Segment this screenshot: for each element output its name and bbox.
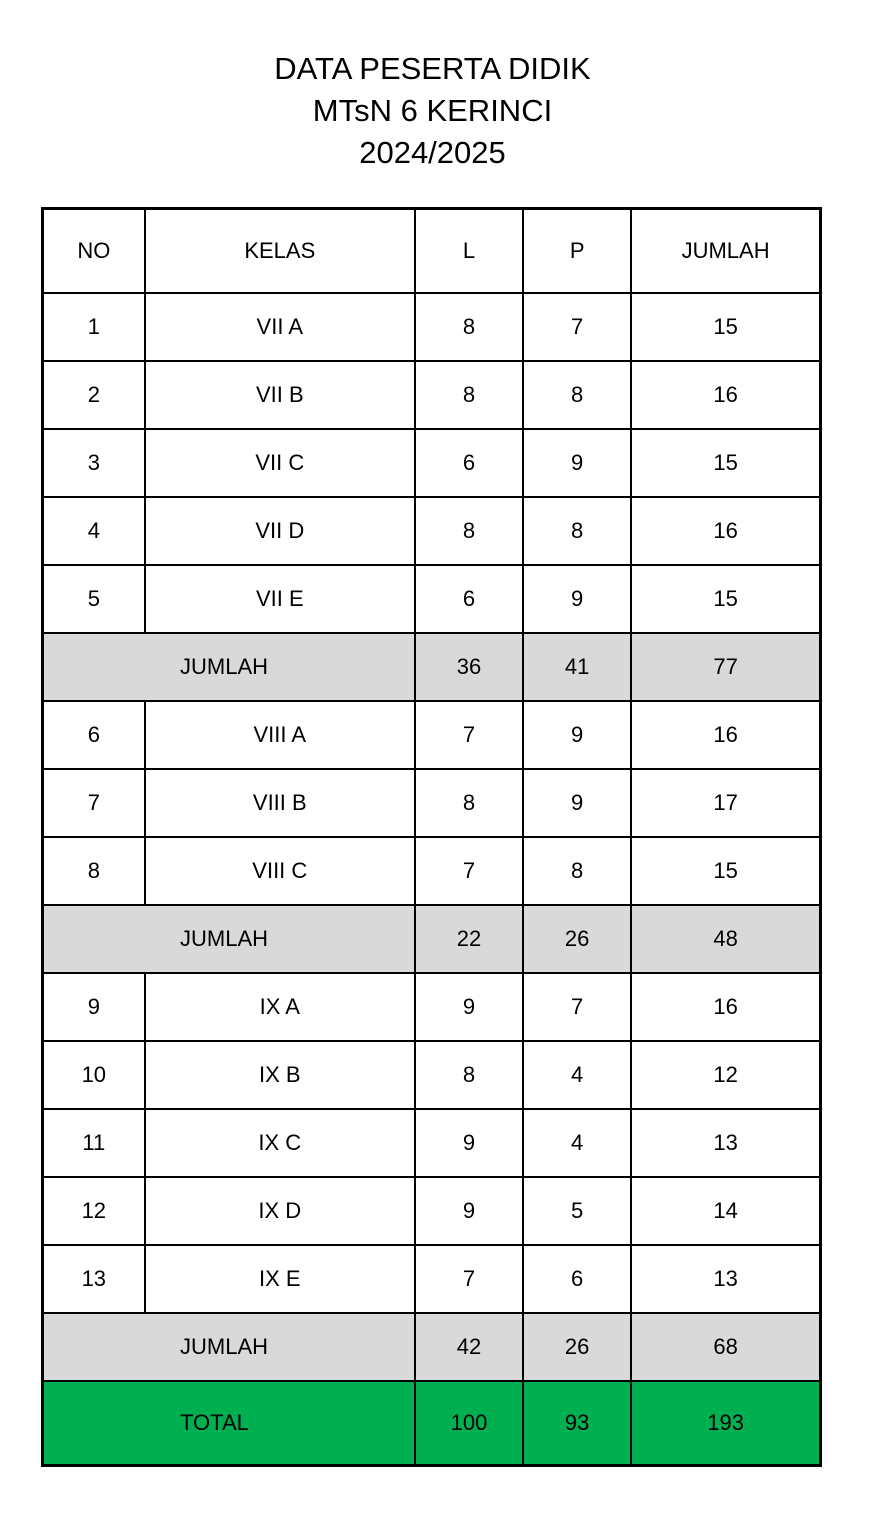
cell-p: 8 (523, 497, 631, 565)
cell-jumlah: 15 (631, 293, 820, 361)
cell-no: 10 (43, 1041, 145, 1109)
cell-l: 9 (415, 973, 523, 1041)
cell-p: 9 (523, 429, 631, 497)
cell-p: 8 (523, 837, 631, 905)
subtotal-row (43, 1313, 821, 1381)
cell-p: 8 (523, 361, 631, 429)
subtotal-label: JUMLAH (43, 633, 415, 701)
table-row (43, 973, 821, 1041)
cell-kelas: VIII B (145, 769, 415, 837)
subtotal-p: 26 (523, 905, 631, 973)
subtotal-l: 36 (415, 633, 523, 701)
cell-kelas: VII D (145, 497, 415, 565)
cell-kelas: IX B (145, 1041, 415, 1109)
total-p: 93 (523, 1381, 631, 1466)
subtotal-jumlah: 68 (631, 1313, 820, 1381)
cell-no: 5 (43, 565, 145, 633)
cell-p: 7 (523, 973, 631, 1041)
title-line-2: MTsN 6 KERINCI (312, 93, 553, 128)
cell-jumlah: 16 (631, 701, 820, 769)
subtotal-l: 22 (415, 905, 523, 973)
cell-l: 6 (415, 565, 523, 633)
subtotal-jumlah: 48 (631, 905, 820, 973)
cell-jumlah: 12 (631, 1041, 820, 1109)
cell-l: 8 (415, 293, 523, 361)
cell-jumlah: 13 (631, 1245, 820, 1313)
table-header-row (43, 209, 821, 294)
subtotal-row (43, 905, 821, 973)
cell-no: 12 (43, 1177, 145, 1245)
cell-kelas: IX A (145, 973, 415, 1041)
cell-l: 9 (415, 1177, 523, 1245)
subtotal-label: JUMLAH (43, 905, 415, 973)
table-row (43, 1245, 821, 1313)
table-row (43, 837, 821, 905)
cell-no: 2 (43, 361, 145, 429)
cell-p: 6 (523, 1245, 631, 1313)
column-header-l: L (415, 209, 523, 294)
cell-no: 1 (43, 293, 145, 361)
cell-jumlah: 15 (631, 565, 820, 633)
cell-p: 9 (523, 565, 631, 633)
cell-kelas: IX D (145, 1177, 415, 1245)
cell-p: 5 (523, 1177, 631, 1245)
cell-no: 4 (43, 497, 145, 565)
cell-jumlah: 15 (631, 429, 820, 497)
cell-kelas: VII A (145, 293, 415, 361)
cell-no: 11 (43, 1109, 145, 1177)
column-header-p: P (523, 209, 631, 294)
cell-kelas: VII B (145, 361, 415, 429)
table-row (43, 1041, 821, 1109)
cell-p: 9 (523, 769, 631, 837)
table-body (43, 293, 821, 1466)
cell-no: 6 (43, 701, 145, 769)
cell-kelas: VIII C (145, 837, 415, 905)
column-header-jumlah: JUMLAH (631, 209, 820, 294)
cell-l: 9 (415, 1109, 523, 1177)
table-row (43, 497, 821, 565)
table-row (43, 701, 821, 769)
cell-no: 9 (43, 973, 145, 1041)
table-row (43, 429, 821, 497)
subtotal-jumlah: 77 (631, 633, 820, 701)
cell-jumlah: 16 (631, 361, 820, 429)
cell-no: 3 (43, 429, 145, 497)
column-header-kelas: KELAS (145, 209, 415, 294)
subtotal-p: 41 (523, 633, 631, 701)
cell-l: 7 (415, 837, 523, 905)
table-row (43, 1177, 821, 1245)
cell-jumlah: 14 (631, 1177, 820, 1245)
cell-p: 9 (523, 701, 631, 769)
cell-jumlah: 16 (631, 497, 820, 565)
subtotal-p: 26 (523, 1313, 631, 1381)
title-line-1: DATA PESERTA DIDIK (274, 51, 591, 86)
subtotal-row (43, 633, 821, 701)
cell-l: 8 (415, 1041, 523, 1109)
table-row (43, 769, 821, 837)
total-row (43, 1381, 821, 1466)
student-data-table (41, 207, 822, 1467)
table-row (43, 1109, 821, 1177)
cell-kelas: IX E (145, 1245, 415, 1313)
cell-l: 8 (415, 361, 523, 429)
cell-p: 4 (523, 1041, 631, 1109)
cell-kelas: IX C (145, 1109, 415, 1177)
cell-l: 7 (415, 1245, 523, 1313)
cell-no: 7 (43, 769, 145, 837)
total-l: 100 (415, 1381, 523, 1466)
cell-p: 7 (523, 293, 631, 361)
cell-kelas: VII E (145, 565, 415, 633)
cell-l: 7 (415, 701, 523, 769)
table-row (43, 361, 821, 429)
cell-jumlah: 17 (631, 769, 820, 837)
document-title (0, 48, 865, 174)
column-header-no: NO (43, 209, 145, 294)
title-line-3: 2024/2025 (359, 135, 506, 170)
cell-no: 13 (43, 1245, 145, 1313)
cell-kelas: VII C (145, 429, 415, 497)
table-row (43, 293, 821, 361)
cell-no: 8 (43, 837, 145, 905)
total-label: TOTAL (43, 1381, 415, 1466)
cell-jumlah: 15 (631, 837, 820, 905)
subtotal-l: 42 (415, 1313, 523, 1381)
cell-kelas: VIII A (145, 701, 415, 769)
cell-jumlah: 13 (631, 1109, 820, 1177)
cell-l: 8 (415, 769, 523, 837)
cell-p: 4 (523, 1109, 631, 1177)
total-jumlah: 193 (631, 1381, 820, 1466)
cell-l: 8 (415, 497, 523, 565)
subtotal-label: JUMLAH (43, 1313, 415, 1381)
table-row (43, 565, 821, 633)
cell-l: 6 (415, 429, 523, 497)
cell-jumlah: 16 (631, 973, 820, 1041)
